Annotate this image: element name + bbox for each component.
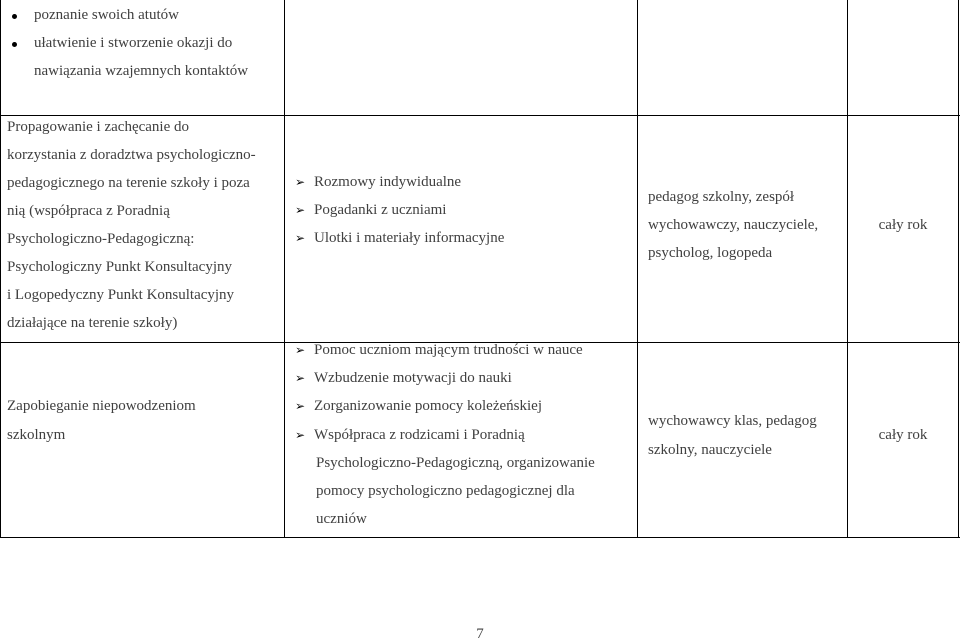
method-item: Ulotki i materiały informacyjne — [314, 230, 505, 246]
goal-line: korzystania z doradztwa psychologiczno- — [7, 147, 256, 163]
bullet-item-continued: nawiązania wzajemnych kontaktów — [34, 63, 249, 79]
time-value: cały rok — [878, 427, 928, 443]
goal-line: Psychologiczno-Pedagogiczną: — [7, 231, 195, 247]
arrow-bullet-icon: ➢ — [295, 371, 306, 385]
bullet-icon — [12, 42, 17, 47]
responsible-line: szkolny, nauczyciele — [648, 442, 772, 458]
col-border — [637, 0, 638, 538]
page-number: 7 — [476, 626, 484, 642]
bullet-icon — [12, 14, 17, 19]
col-border — [958, 0, 959, 538]
col-border — [284, 0, 285, 538]
bullet-item: poznanie swoich atutów — [34, 7, 179, 23]
goal-line: działające na terenie szkoły) — [7, 315, 178, 331]
arrow-bullet-icon: ➢ — [295, 203, 306, 217]
goal-line: Propagowanie i zachęcanie do — [7, 119, 189, 135]
arrow-bullet-icon: ➢ — [295, 399, 306, 413]
method-item-continued: uczniów — [316, 511, 367, 527]
responsible-line: psycholog, logopeda — [648, 245, 773, 261]
goal-line: Psychologiczny Punkt Konsultacyjny — [7, 259, 232, 275]
responsible-line: wychowawcy klas, pedagog — [648, 413, 817, 429]
method-item-continued: Psychologiczno-Pedagogiczną, organizowanie — [316, 455, 595, 471]
goal-line: nią (współpraca z Poradnią — [7, 203, 170, 219]
arrow-bullet-icon: ➢ — [295, 428, 306, 442]
row-border — [0, 115, 960, 116]
method-item: Pogadanki z uczniami — [314, 202, 447, 218]
goal-line: Zapobieganie niepowodzeniom — [7, 398, 196, 414]
arrow-bullet-icon: ➢ — [295, 175, 306, 189]
row-border — [0, 537, 960, 538]
responsible-line: pedagog szkolny, zespół — [648, 189, 795, 205]
method-item: Współpraca z rodzicami i Poradnią — [314, 427, 525, 443]
goal-line: i Logopedyczny Punkt Konsultacyjny — [7, 287, 235, 303]
method-item: Zorganizowanie pomocy koleżeńskiej — [314, 398, 542, 414]
goal-line: pedagogicznego na terenie szkoły i poza — [7, 175, 250, 191]
arrow-bullet-icon: ➢ — [295, 231, 306, 245]
method-item: Rozmowy indywidualne — [314, 174, 462, 190]
method-item: Pomoc uczniom mającym trudności w nauce — [314, 342, 583, 358]
goal-line: szkolnym — [7, 427, 66, 443]
method-item-continued: pomocy psychologiczno pedagogicznej dla — [316, 483, 575, 499]
col-border — [0, 0, 1, 538]
time-value: cały rok — [878, 217, 928, 233]
method-item: Wzbudzenie motywacji do nauki — [314, 370, 512, 386]
bullet-item: ułatwienie i stworzenie okazji do — [34, 35, 233, 51]
responsible-line: wychowawczy, nauczyciele, — [648, 217, 819, 233]
col-border — [847, 0, 848, 538]
arrow-bullet-icon: ➢ — [295, 343, 306, 357]
